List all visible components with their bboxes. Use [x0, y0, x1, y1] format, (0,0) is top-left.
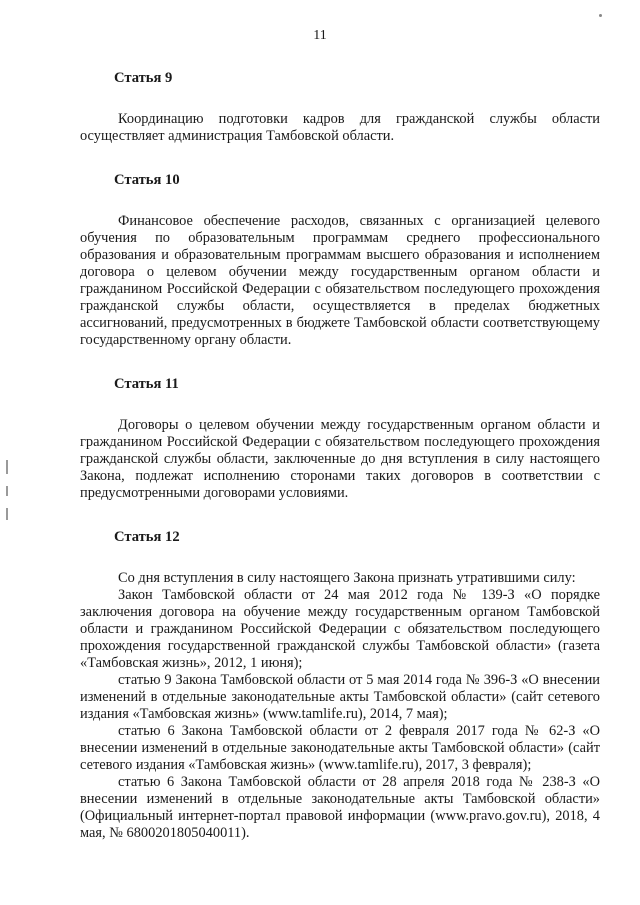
article-11 — [80, 376, 600, 502]
article-paragraph: Договоры о целевом обучении между государственным органом области и гражданином Российской Федерации с обязательством последующего прохождения гражданской службы области, заключенные до дня вступления в силу настоящего Закона, подлежат исполнению сторонами таких договоров в соответствии с предусмотренными договорами условиями. — [80, 417, 600, 501]
article-10 — [80, 172, 600, 349]
scan-edge-marks — [6, 460, 9, 530]
document-body — [80, 70, 600, 842]
article-title: Статья 9 — [114, 70, 173, 86]
article-paragraph: Со дня вступления в силу настоящего Закона признать утратившими силу: — [118, 570, 576, 586]
repealed-act-item: статью 6 Закона Тамбовской области от 28 апреля 2018 года № 238-З «О внесении изменений в отдельные законодательные акты Тамбовской области» (Официальный интернет-портал правовой информации (www.pravo.gov.ru), 2018, 4 мая, № 6800201805040011). — [80, 774, 600, 841]
article-title: Статья 10 — [114, 172, 180, 188]
page-number: 11 — [313, 28, 327, 43]
article-paragraph: Финансовое обеспечение расходов, связанных с организацией целевого обучения по образовательным программам среднего профессионального образования и образовательным программам высшего образования и исполнением договора о целевом обучении между государственным органом области и гражданином Российской Федерации с обязательством последующего прохождения гражданской службы области, осуществляется в пределах бюджетных ассигнований, предусмотренных в бюджете Тамбовской области соответствующему государственному органу области. — [80, 213, 600, 348]
article-title: Статья 11 — [114, 376, 179, 392]
article-title: Статья 12 — [114, 529, 180, 545]
repealed-act-item: Закон Тамбовской области от 24 мая 2012 года № 139-З «О порядке заключения договора на обучение между государственным органом Тамбовской области и гражданином Российской Федерации с обязательством последующего прохождения государственной гражданской службы Тамбовской области» (газета «Тамбовская жизнь», 2012, 1 июня); — [80, 587, 600, 671]
article-9 — [80, 70, 600, 145]
article-12 — [80, 529, 600, 842]
article-paragraph: Координацию подготовки кадров для гражданской службы области осуществляет администрация Тамбовской области. — [80, 111, 600, 144]
repealed-act-item: статью 9 Закона Тамбовской области от 5 мая 2014 года № 396-З «О внесении изменений в отдельные законодательные акты Тамбовской области» (сайт сетевого издания «Тамбовская жизнь» (www.tamlife.ru), 2014, 7 мая); — [80, 672, 600, 722]
scan-artifact-dot — [599, 14, 602, 17]
repealed-act-item: статью 6 Закона Тамбовской области от 2 февраля 2017 года № 62-З «О внесении изменений в отдельные законодательные акты Тамбовской области» (сайт сетевого издания «Тамбовская жизнь» (www.tamlife.ru), 2017, 3 февраля); — [80, 723, 600, 773]
